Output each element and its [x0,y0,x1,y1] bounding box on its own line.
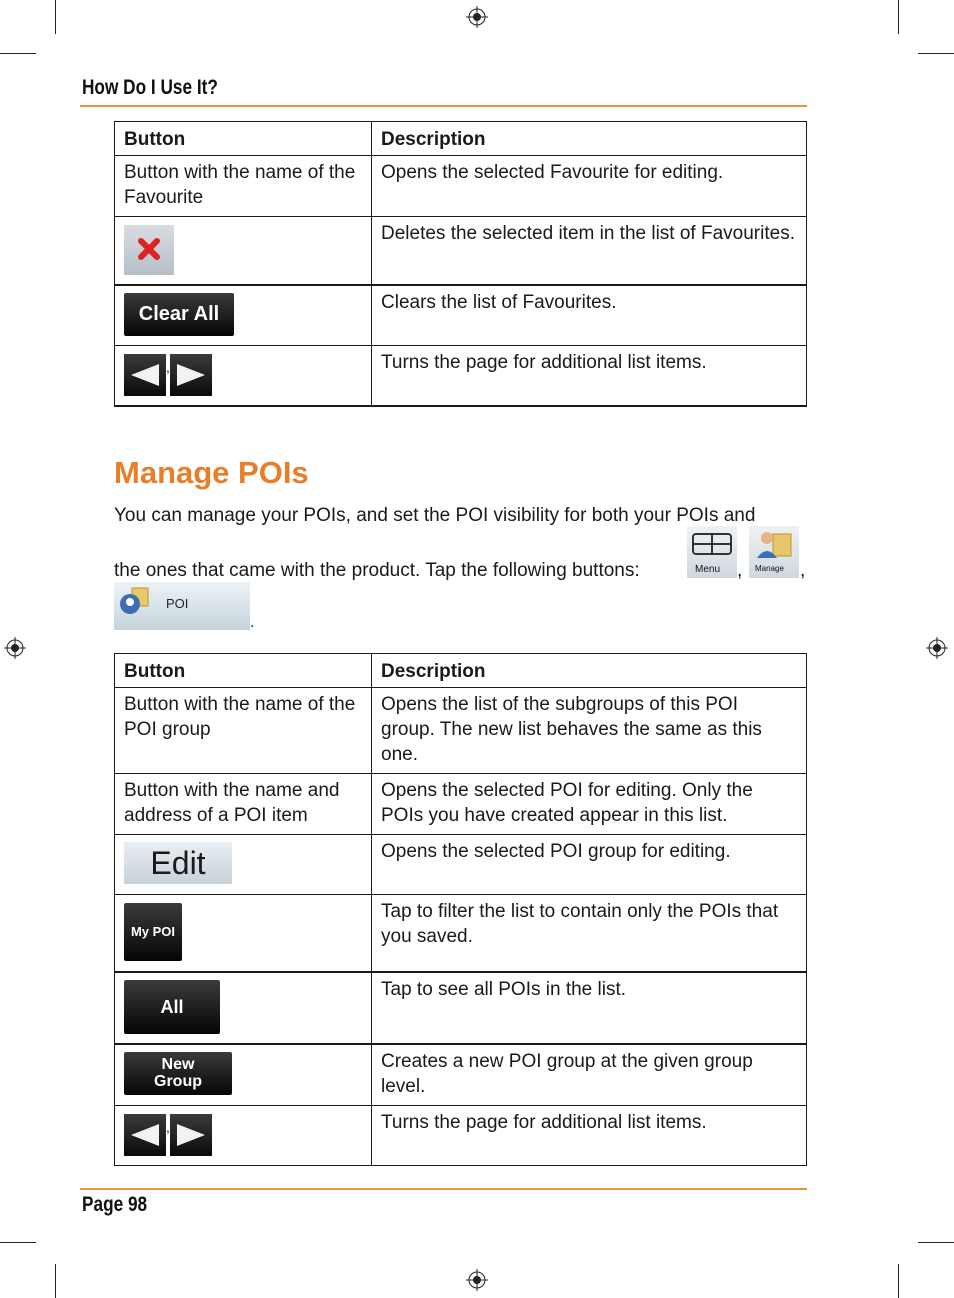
manage-button-label: Manage [755,564,784,573]
crop-mark [918,1242,954,1243]
poi-buttons-table [114,653,807,1166]
button-name-cell: Button with the name of the Favourite [115,156,372,217]
new-group-label-line1: New [161,1055,195,1073]
page-arrows [124,359,212,375]
crop-mark [898,1264,899,1298]
description-cell: Opens the selected POI group for editing. [372,835,807,895]
previous-page-arrow-icon[interactable] [124,1114,166,1156]
table-row [115,156,807,217]
page-arrows [124,1119,212,1135]
button-icon-cell [115,1105,372,1165]
description-cell: Deletes the selected item in the list of Favourites. [372,217,807,285]
crop-mark [55,0,56,34]
section-paragraph [114,526,814,581]
button-icon-cell [115,285,372,346]
table-row [115,285,807,346]
crop-mark [918,53,954,54]
column-header-button: Button [115,654,372,688]
description-cell: Opens the list of the subgroups of this POI group. The new list behaves the same as this one. [372,688,807,774]
new-group-button[interactable] [124,1052,232,1095]
next-page-arrow-icon[interactable] [170,1114,212,1156]
my-poi-button[interactable]: My POI [124,903,182,961]
menu-button-label: Menu [695,564,721,575]
table-header-row [115,654,807,688]
delete-x-icon[interactable] [124,225,174,275]
table-row [115,972,807,1044]
description-cell: Opens the selected Favourite for editing. [372,156,807,217]
previous-page-arrow-icon[interactable] [124,354,166,396]
crop-mark [0,53,36,54]
button-icon-cell [115,972,372,1044]
poi-button-icon[interactable] [114,582,250,630]
column-header-description: Description [372,122,807,156]
description-cell: Opens the selected POI for editing. Only the POIs you have created appear in this list. [372,774,807,835]
table-row [115,1105,807,1165]
column-header-description: Description [372,654,807,688]
table-row [115,346,807,406]
description-cell: Turns the page for additional list items. [372,346,807,406]
button-name-cell: Button with the name of the POI group [115,688,372,774]
period: . [250,614,255,631]
description-cell: Tap to see all POIs in the list. [372,972,807,1044]
button-icon-cell [115,895,372,972]
header-rule [80,105,807,107]
button-icon-cell [115,835,372,895]
clear-all-button[interactable]: Clear All [124,293,234,336]
new-group-label-line2: Group [154,1072,202,1090]
table-row [115,835,807,895]
arrows-separator: , [166,359,170,375]
description-cell: Clears the list of Favourites. [372,285,807,346]
table-row [115,688,807,774]
description-cell: Turns the page for additional list items. [372,1105,807,1165]
favourites-buttons-table [114,121,807,407]
registration-mark-icon [4,637,26,659]
next-page-arrow-icon[interactable] [170,354,212,396]
table-row [115,1044,807,1106]
section-title: Manage POIs [114,455,309,490]
page-number: Page 98 [82,1193,148,1216]
section-paragraph-line: You can manage your POIs, and set the POI visibility for both your POIs and [114,505,756,526]
button-name-cell: Button with the name and address of a POI item [115,774,372,835]
description-cell: Creates a new POI group at the given group level. [372,1044,807,1106]
table-row [115,217,807,285]
button-icon-cell [115,1044,372,1106]
description-cell: Tap to filter the list to contain only the POIs that you saved. [372,895,807,972]
footer-rule [80,1188,807,1190]
crop-mark [55,1264,56,1298]
section-paragraph-line: the ones that came with the product. Tap the following buttons: [114,560,640,581]
table-row [115,774,807,835]
page-header-title: How Do I Use It? [82,76,218,99]
comma: , [800,560,806,581]
column-header-button: Button [115,122,372,156]
manage-button-icon[interactable] [749,526,799,578]
registration-mark-icon [926,637,948,659]
table-row [115,895,807,972]
button-icon-cell [115,346,372,406]
registration-mark-icon [466,1269,488,1291]
registration-mark-icon [466,6,488,28]
table-header-row [115,122,807,156]
comma: , [737,560,743,581]
crop-mark [898,0,899,34]
poi-button-label: POI [166,596,189,611]
all-button[interactable]: All [124,980,220,1034]
crop-mark [0,1242,36,1243]
arrows-separator: , [166,1118,170,1135]
menu-button-icon[interactable] [687,526,737,578]
edit-button[interactable]: Edit [124,842,232,884]
button-icon-cell [115,217,372,285]
